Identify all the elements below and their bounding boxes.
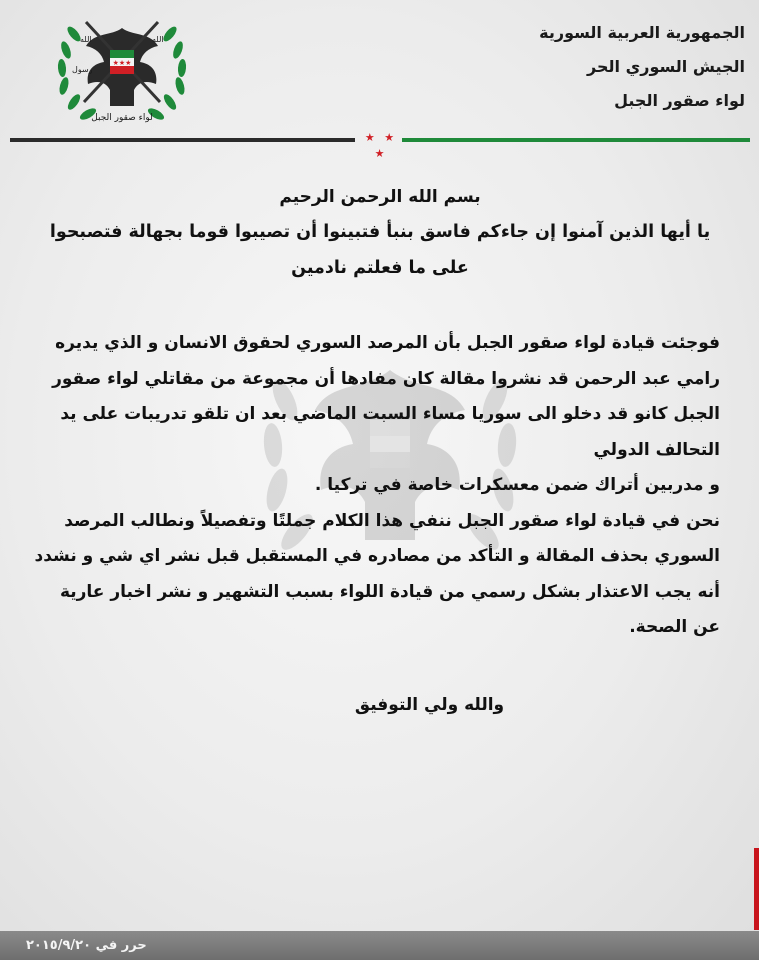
red-accent-bar (754, 848, 759, 930)
divider-dark-segment (10, 138, 355, 142)
letterhead (0, 0, 759, 135)
closing-line: والله ولي التوفيق (354, 695, 505, 715)
body-line: الجبل كانو قد دخلو الى سوريا مساء السبت الماضي بعد ان تلقو تدريبات على يد (60, 404, 720, 424)
emblem-text-bottom: لواء صقور الجبل (91, 113, 153, 123)
body-line: رامي عبد الرحمن قد نشروا مقالة كان مفادها أن مجموعة من مقاتلي لواء صقور (52, 368, 720, 389)
divider-green-segment (402, 138, 750, 142)
verse-line-2: على ما فعلتم نادمين (291, 258, 469, 278)
country-name: الجمهورية العربية السورية (539, 23, 745, 42)
header-title-block (405, 16, 745, 118)
emblem-text-top-left: الله (80, 35, 92, 44)
army-name: الجيش السوري الحر (587, 57, 745, 76)
body-line: السوري بحذف المقالة و التأكد من مصادره في المستقبل قبل نشر اي شي و نشدد (34, 546, 720, 566)
emblem-text-left: رسول (72, 65, 93, 74)
statement-body (34, 326, 720, 646)
body-line: التحالف الدولي (593, 439, 720, 460)
body-line: عن الصحة. (629, 617, 720, 637)
svg-text:★★★: ★★★ (112, 59, 132, 67)
brigade-emblem-icon (52, 10, 192, 128)
divider-stars-icon: ★ ★ ★ (364, 131, 398, 160)
statement-header-text (40, 180, 720, 286)
brigade-name: لواء صقور الجبل (614, 91, 745, 110)
footer-bar (0, 931, 759, 960)
body-line: و مدربين أتراك ضمن معسكرات خاصة في تركيا . (314, 475, 720, 495)
body-line: أنه يجب الاعتذار بشكل رسمي من قيادة اللواء بسبب التشهير و نشر اخبار عارية (59, 581, 720, 602)
body-line: نحن في قيادة لواء صقور الجبل ننفي هذا الكلام جملتًا وتفصيلاً ونطالب المرصد (64, 510, 720, 531)
basmala: بسم الله الرحمن الرحيم (279, 187, 481, 207)
emblem-text-top-right: الله (152, 35, 164, 44)
issue-date: حرر في ٢٠١٥/٩/٢٠ (26, 938, 147, 953)
header-divider (10, 131, 750, 160)
body-line: فوجئت قيادة لواء صقور الجبل بأن المرصد السوري لحقوق الانسان و الذي يديره (55, 333, 720, 353)
verse-line-1: يا أيها الذين آمنوا إن جاءكم فاسق بنبأ فتبينوا أن تصيبوا قوما بجهالة فتصبحوا (49, 222, 711, 242)
